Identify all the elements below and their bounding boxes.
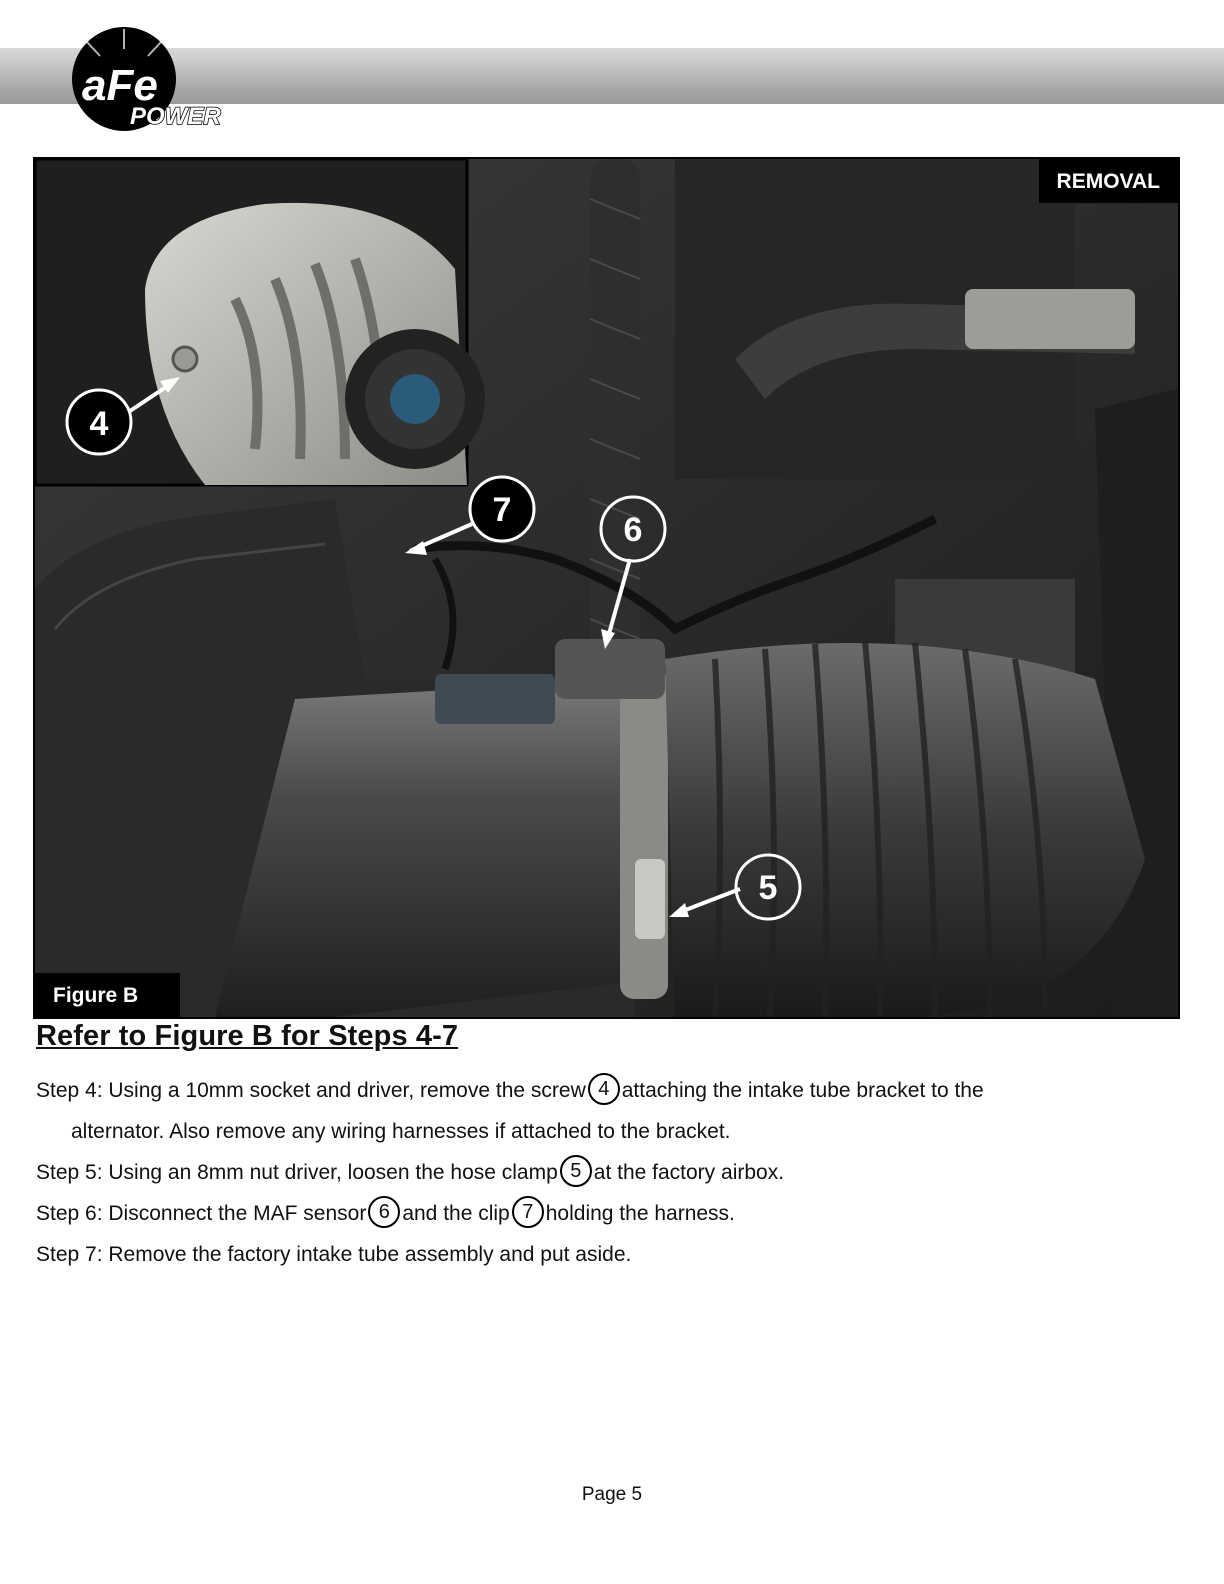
step-7: Step 7: Remove the factory intake tube assembly and put aside. — [36, 1243, 632, 1266]
ref-circle-4: 4 — [588, 1073, 620, 1105]
step-4-text: Step 4: Using a 10mm socket and driver, remove the screw — [36, 1079, 586, 1102]
step-5 — [36, 1152, 1156, 1193]
step-5-text: Step 5: Using an 8mm nut driver, loosen the hose clamp — [36, 1161, 558, 1184]
engine-bay-photo — [35, 159, 1178, 1017]
step-4-continued: alternator. Also remove any wiring harnesses if attached to the bracket. — [71, 1120, 731, 1143]
ref-circle-6: 6 — [368, 1196, 400, 1228]
figure-label: Figure B — [35, 973, 180, 1017]
step-6-text-cont: and the clip — [402, 1202, 510, 1225]
svg-text:6: 6 — [623, 511, 643, 549]
step-4-text-cont: attaching the intake tube bracket to the — [621, 1079, 984, 1102]
step-6 — [36, 1193, 1156, 1234]
afe-power-logo — [66, 24, 246, 134]
step-4 — [36, 1070, 1156, 1111]
svg-text:POWER: POWER — [130, 103, 221, 130]
step-5-text-cont: at the factory airbox. — [593, 1161, 785, 1184]
callout-7 — [470, 477, 534, 541]
step-6-text-end: holding the harness. — [545, 1202, 735, 1225]
svg-text:7: 7 — [492, 491, 512, 529]
figure-b — [33, 157, 1180, 1019]
ref-circle-7: 7 — [512, 1196, 544, 1228]
callout-4 — [67, 390, 131, 454]
step-6-text: Step 6: Disconnect the MAF sensor — [36, 1202, 367, 1225]
svg-text:aFe: aFe — [82, 61, 158, 110]
section-title: Refer to Figure B for Steps 4-7 — [36, 1020, 459, 1052]
steps-list — [36, 1070, 1156, 1275]
page-number: Page 5 — [581, 1484, 643, 1505]
removal-tag: REMOVAL — [1039, 159, 1178, 203]
svg-text:5: 5 — [758, 869, 778, 907]
ref-circle-5: 5 — [560, 1155, 592, 1187]
svg-text:4: 4 — [89, 405, 109, 443]
